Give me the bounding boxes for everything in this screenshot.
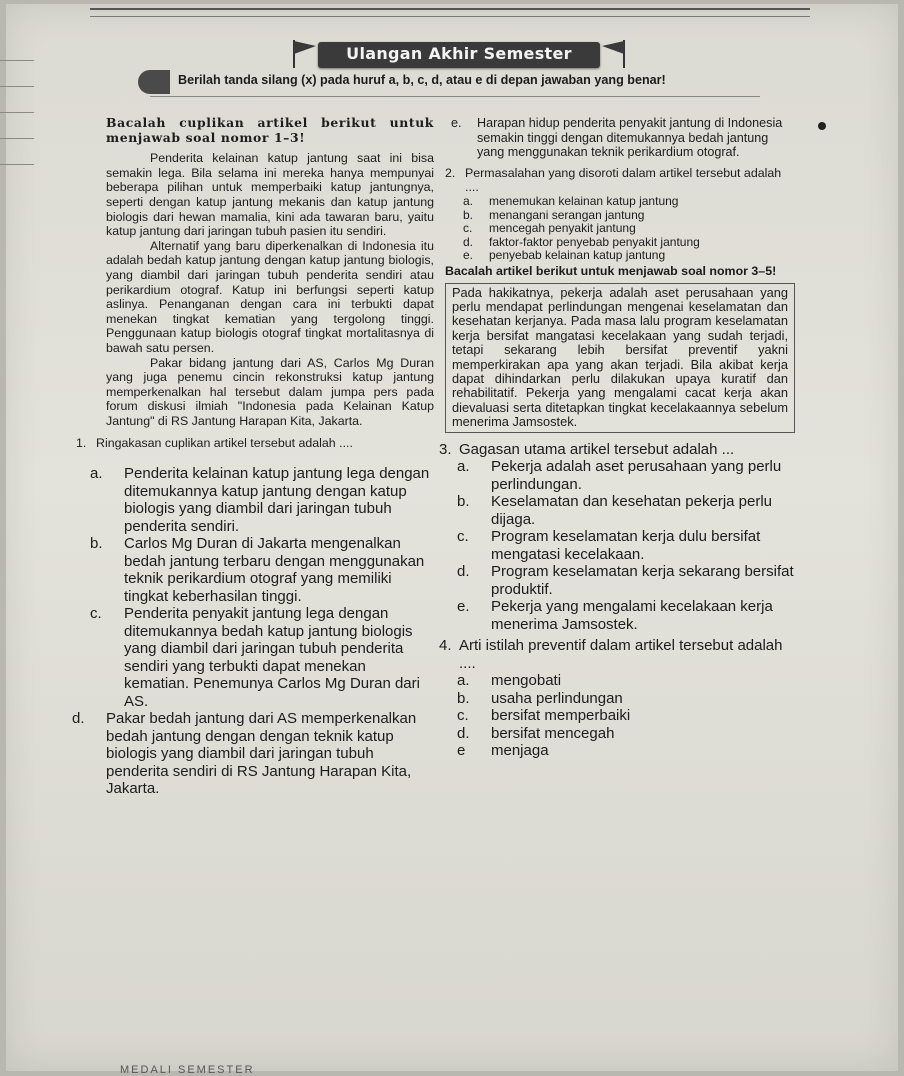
question-number: 1.: [76, 436, 87, 451]
option-text: Pekerja adalah aset perusahaan yang perlu perlindungan.: [491, 458, 782, 493]
option-b[interactable]: [451, 493, 795, 528]
option-b[interactable]: [451, 690, 795, 708]
left-column: [72, 115, 434, 798]
reading-instruction-2: Bacalah artikel berikut untuk menjawab soal nomor 3–5!: [445, 263, 777, 278]
question-1: [76, 436, 434, 451]
question-4-options: [451, 672, 795, 760]
option-text: mencegah penyakit jantung: [489, 221, 636, 236]
title-banner: [318, 42, 600, 68]
option-c[interactable]: [457, 222, 795, 236]
option-text: Harapan hidup penderita penyakit jantung di Indonesia semakin tinggi dengan ditemukannya bedah jantung yang menggunakan teknik perikardium otograf.: [477, 116, 783, 160]
question-2: [445, 166, 795, 195]
right-column: [439, 116, 795, 760]
option-text: Penderita penyakit jantung lega dengan ditemukannya bedah katup jantung biologis yang diambil dari jaringan tubuh penderita sendiri yang terbukti dapat menekan kematian. Penemunya Carlos Mg Duran dari AS.: [124, 605, 420, 710]
question-number: 2.: [445, 165, 456, 180]
flag-right-icon: [600, 38, 628, 68]
option-c[interactable]: [451, 707, 795, 725]
option-letter: d.: [457, 724, 470, 742]
option-text: bersifat memperbaiki: [491, 707, 631, 725]
option-letter: c.: [457, 707, 469, 725]
footer-stamp: MEDALI SEMESTER: [120, 1064, 255, 1076]
option-text: faktor-faktor penyebab penyakit jantung: [489, 234, 700, 249]
option-b[interactable]: [457, 209, 795, 223]
option-a[interactable]: [451, 672, 795, 690]
question-1-options: [72, 465, 434, 798]
option-text: mengobati: [491, 672, 562, 690]
option-letter: b.: [90, 535, 103, 553]
flag-left-icon: [290, 38, 318, 68]
option-letter: a.: [457, 458, 470, 476]
option-text: menemukan kelainan katup jantung: [489, 193, 679, 208]
option-letter: e.: [457, 598, 470, 616]
question-text: Permasalahan yang disoroti dalam artikel tersebut adalah ....: [465, 165, 782, 195]
article-box: Pada hakikatnya, pekerja adalah aset perusahaan yang perlu mendapat perlindungan mengenai keselamatan dan kesehatan kerjanya. Pada masa lalu program keselamatan kerja bersifat mangatasi kecelakaan yang sudah terjadi, tetapi sekarang lebih bersifat preventif yakni memperkirakan apa yang akan terjadi. Bila akibat kerja dapat dihindarkan perlu dilakukan upaya kuratif dan rehabilitatif. Pekerja yang mengalami cacat kerja akan dievaluasi serta ditetapkan tingkat kecelakaannya sebelum menerima Jamsostek.: [445, 283, 795, 433]
option-letter: c.: [463, 221, 473, 236]
question-text: Arti istilah preventif dalam artikel tersebut adalah ....: [459, 637, 783, 672]
question-number: 3.: [439, 440, 452, 458]
option-letter: a.: [457, 672, 470, 690]
question-2-options: [457, 195, 795, 263]
option-text: Program keselamatan kerja sekarang bersifat produktif.: [491, 563, 794, 598]
option-text: usaha perlindungan: [491, 689, 623, 707]
option-letter: e.: [463, 248, 474, 263]
option-c[interactable]: [451, 528, 795, 563]
option-text: bersifat mencegah: [491, 724, 615, 742]
instruction-text: Berilah tanda silang (x) pada huruf a, b, c, d, atau e di depan jawaban yang benar!: [178, 73, 666, 87]
option-letter: e: [457, 742, 466, 760]
option-letter: e.: [451, 116, 462, 130]
option-letter: d.: [463, 234, 474, 249]
option-letter: b.: [463, 207, 474, 222]
option-c[interactable]: [84, 605, 434, 710]
top-border: [90, 8, 810, 17]
page-title: Ulangan Akhir Semester: [346, 44, 572, 63]
option-text: menjaga: [491, 742, 549, 760]
option-letter: a.: [463, 193, 474, 208]
article-paragraph: Penderita kelainan katup jantung saat ini bisa semakin lega. Bila selama ini mereka hanya mempunyai beberapa pilihan untuk memperbaiki katup jantungnya, seperti dengan katup jantung mekanis dan katup jantung biologis dari hewan mamalia, kini ada tawaran baru, yaitu katup jantung dari jaringan tubuh pasien itu sendiri.: [106, 151, 434, 239]
option-e[interactable]: [445, 116, 795, 160]
question-text: Ringakasan cuplikan artikel tersebut adalah ....: [96, 436, 353, 451]
option-text: Program keselamatan kerja dulu bersifat mengatasi kecelakaan.: [491, 528, 761, 563]
option-letter: d.: [72, 710, 85, 728]
option-letter: b.: [457, 493, 470, 511]
option-e[interactable]: [457, 249, 795, 263]
question-4: [439, 637, 795, 672]
option-d[interactable]: [457, 236, 795, 250]
option-e[interactable]: [451, 598, 795, 633]
article-paragraph: Alternatif yang baru diperkenalkan di Indonesia itu adalah bedah katup jantung dengan katup jantung biologis, yang diambil dari jaringan tubuh penderita sendiri atau perikardium otograf. Katup ini berfungsi seperti katup aslinya. Penanganan dengan cara ini terbukti dapat menekan tingkat kematian yang tergolong tinggi. Penggunaan katup biologis otograf tingkat mortalitasnya di bawah satu persen.: [106, 238, 434, 355]
reading-instruction-1: Bacalah cuplikan artikel berikut untuk menjawab soal nomor 1–3!: [106, 115, 434, 145]
option-text: Pekerja yang mengalami kecelakaan kerja menerima Jamsostek.: [491, 598, 773, 633]
option-text: Pakar bedah jantung dari AS memperkenalkan bedah jantung dengan dengan teknik katup biologis yang diambil dari jaringan tubuh penderita sendiri di RS Jantung Harapan Kita, Jakarta.: [106, 710, 417, 798]
option-d[interactable]: [66, 710, 434, 798]
option-letter: c.: [90, 605, 102, 623]
option-text: Carlos Mg Duran di Jakarta mengenalkan bedah jantung terbaru dengan menggunakan teknik perikardium otograf yang memiliki tingkat keberhasilan tinggi.: [124, 535, 425, 605]
option-letter: c.: [457, 528, 469, 546]
option-a[interactable]: [457, 195, 795, 209]
article-paragraph: Pakar bidang jantung dari AS, Carlos Mg Duran yang juga penemu cincin rekonstruksi katup jantung memperkenalkan hal tersebut dalam jumpa pers pada forum diskusi ilmiah "Indonesia pada Kelainan Katup Jantung" di RS Jantung Harapan Kita, Jakarta.: [106, 355, 434, 428]
question-3: [439, 441, 795, 760]
question-number: 4.: [439, 637, 452, 655]
option-text: penyebab kelainan katup jantung: [489, 248, 666, 263]
option-text: Penderita kelainan katup jantung lega dengan ditemukannya katup jantung dengan katup biologis yang diambil dari jaringan tubuh penderita sendiri.: [124, 465, 430, 535]
option-e[interactable]: [451, 742, 795, 760]
option-letter: b.: [457, 689, 470, 707]
margin-lines: [0, 60, 40, 200]
option-b[interactable]: [84, 535, 434, 605]
option-letter: a.: [90, 465, 103, 483]
bullet-icon: [818, 122, 826, 130]
option-text: menangani serangan jantung: [489, 207, 645, 222]
question-3-options: [451, 458, 795, 633]
option-d[interactable]: [451, 725, 795, 743]
option-d[interactable]: [451, 563, 795, 598]
option-text: Keselamatan dan kesehatan pekerja perlu dijaga.: [491, 493, 773, 528]
option-a[interactable]: [84, 465, 434, 535]
option-letter: d.: [457, 563, 470, 581]
question-text: Gagasan utama artikel tersebut adalah ...: [459, 440, 735, 458]
option-a[interactable]: [451, 458, 795, 493]
